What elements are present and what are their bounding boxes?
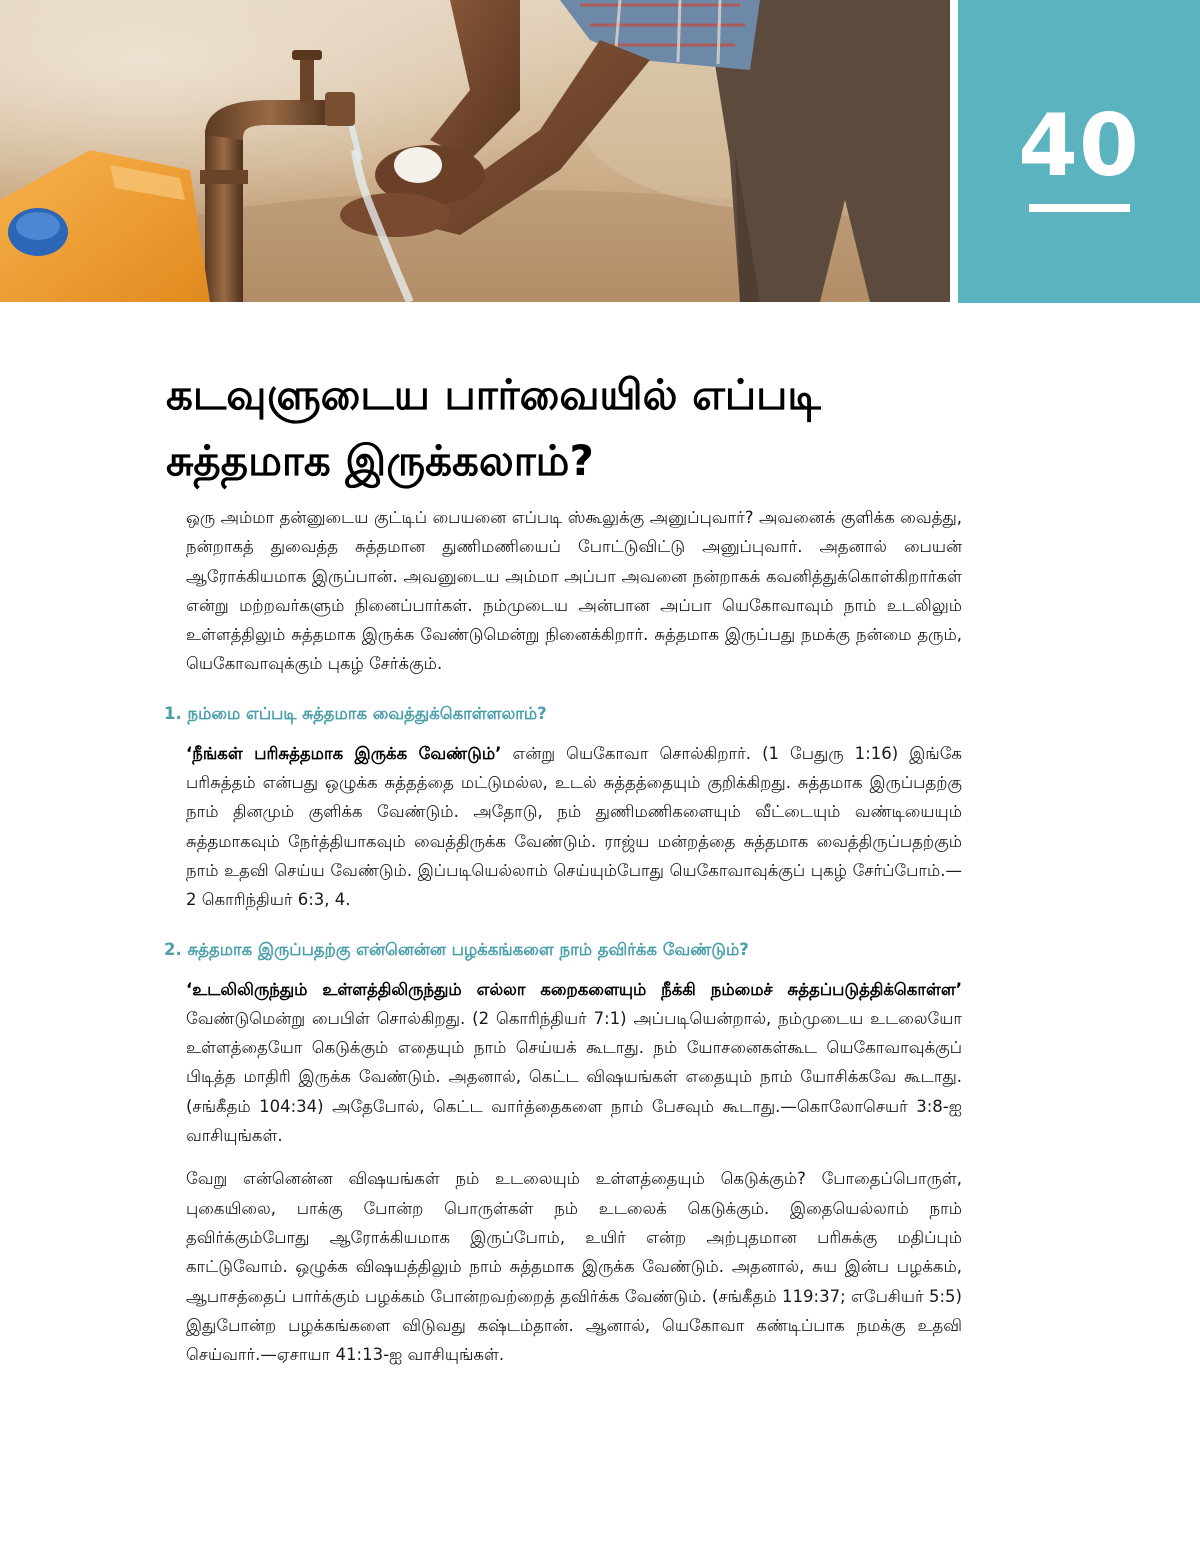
intro-paragraph: ஒரு அம்மா தன்னுடைய குட்டிப் பையனை எப்படி ஸ்கூலுக்கு அனுப்புவார்? அவனைக் குளிக்க வைத்து, நன்றாகத் துவைத்த சுத்தமான துணிமணியைப் போட்டுவிட்டு அனுப்புவார். அதனால் பையன் ஆரோக்கியமாக இருப்பான். அவனுடைய அம்மா அப்பா அவனை நன்றாகக் கவனித்துக்கொள்கிறார்கள் என்று மற்றவர்களும் நினைப்பார்கள். நம்முடைய அன்பான அப்பா யெகோவாவும் நாம் உடலிலும் உள்ளத்திலும் சுத்தமாக இருக்க வேண்டுமென்று நினைக்கிறார். சுத்தமாக இருப்பது நமக்கு நன்மை தரும், யெகோவாவுக்கும் புகழ் சேர்க்கும். xyxy=(186,508,962,674)
chapter-badge xyxy=(958,0,1200,303)
answer-2-paragraph xyxy=(186,975,962,1151)
chapter-underline xyxy=(1029,204,1130,212)
question-2-heading: 2. சுத்தமாக இருப்பதற்கு என்னென்ன பழக்கங்களை நாம் தவிர்க்க வேண்டும்? xyxy=(164,939,749,959)
answer-2-extra-paragraph: வேறு என்னென்ன விஷயங்கள் நம் உடலையும் உள்ளத்தையும் கெடுக்கும்? போதைப்பொருள், புகையிலை, பாக்கு போன்ற பொருள்கள் நம் உடலைக் கெடுக்கும். இதையெல்லாம் நாம் தவிர்க்கும்போது ஆரோக்கியமாக இருப்போம், உயிர் என்ற அற்புதமான பரிசுக்கு மதிப்பும் காட்டுவோம். ஒழுக்க விஷயத்திலும் நாம் சுத்தமாக இருக்க வேண்டும். அதனால், சுய இன்ப பழக்கம், ஆபாசத்தைப் பார்க்கும் பழக்கம் போன்றவற்றைத் தவிர்க்க வேண்டும். (சங்கீதம் 119:37; எபேசியர் 5:5) இதுபோன்ற பழக்கங்களை விடுவது கஷ்டம்தான். ஆனால், யெகோவா கண்டிப்பாக நமக்கு உதவி செய்வார்.—ஏசாயா 41:13-ஐ வாசியுங்கள். xyxy=(186,1169,962,1365)
answer-2-text: வேண்டுமென்று பைபிள் சொல்கிறது. (2 கொரிந்தியர் 7:1) அப்படியென்றால், நம்முடைய உடலையோ உள்ளத்தையோ கெடுக்கும் எதையும் நாம் செய்யக் கூடாது. நம் யோசனைகள்கூட யெகோவாவுக்குப் பிடித்த மாதிரி இருக்க வேண்டும். அதனால், கெட்ட விஷயங்கள் எதையும் நாம் யோசிக்கவே கூடாது. (சங்கீதம் 104:34) அதேபோல், கெட்ட வார்த்தைகளை நாம் பேசவும் கூடாது.—கொலோசெயர் 3:8-ஐ வாசியுங்கள். xyxy=(186,1008,962,1146)
handwashing-illustration xyxy=(0,0,950,302)
answer-1-paragraph xyxy=(186,739,962,915)
lesson-content xyxy=(164,503,962,1369)
header-photo xyxy=(0,0,950,302)
answer-1-text: என்று யெகோவா சொல்கிறார். (1 பேதுரு 1:16) இங்கே பரிசுத்தம் என்பது ஒழுக்க சுத்தத்தை மட்டுமல்ல, உடல் சுத்தத்தையும் குறிக்கிறது. சுத்தமாக இருப்பதற்கு நாம் தினமும் குளிக்க வேண்டும். அதோடு, நம் துணிமணிகளையும் வீட்டையும் வண்டியையும் சுத்தமாகவும் நேர்த்தியாகவும் வைத்திருக்க வேண்டும். ராஜ்ய மன்றத்தை சுத்தமாக வைத்திருப்பதற்கும் நாம் உதவி செய்ய வேண்டும். இப்படியெல்லாம் செய்யும்போது யெகோவாவுக்குப் புகழ் சேர்ப்போம்.—2 கொரிந்தியர் 6:3, 4. xyxy=(186,743,962,910)
chapter-number: 40 xyxy=(1018,96,1140,196)
page-title: கடவுளுடைய பார்வையில் எப்படி சுத்தமாக இருக்கலாம்? xyxy=(166,370,821,485)
answer-1-quote: ‘நீங்கள் பரிசுத்தமாக இருக்க வேண்டும்’ xyxy=(186,743,502,763)
answer-2-quote: ‘உடலிலிருந்தும் உள்ளத்திலிருந்தும் எல்லா கறைகளையும் நீக்கி நம்மைச் சுத்தப்படுத்திக்கொள்ள’ xyxy=(186,979,962,999)
question-1-heading: 1. நம்மை எப்படி சுத்தமாக வைத்துக்கொள்ளலாம்? xyxy=(164,703,547,723)
